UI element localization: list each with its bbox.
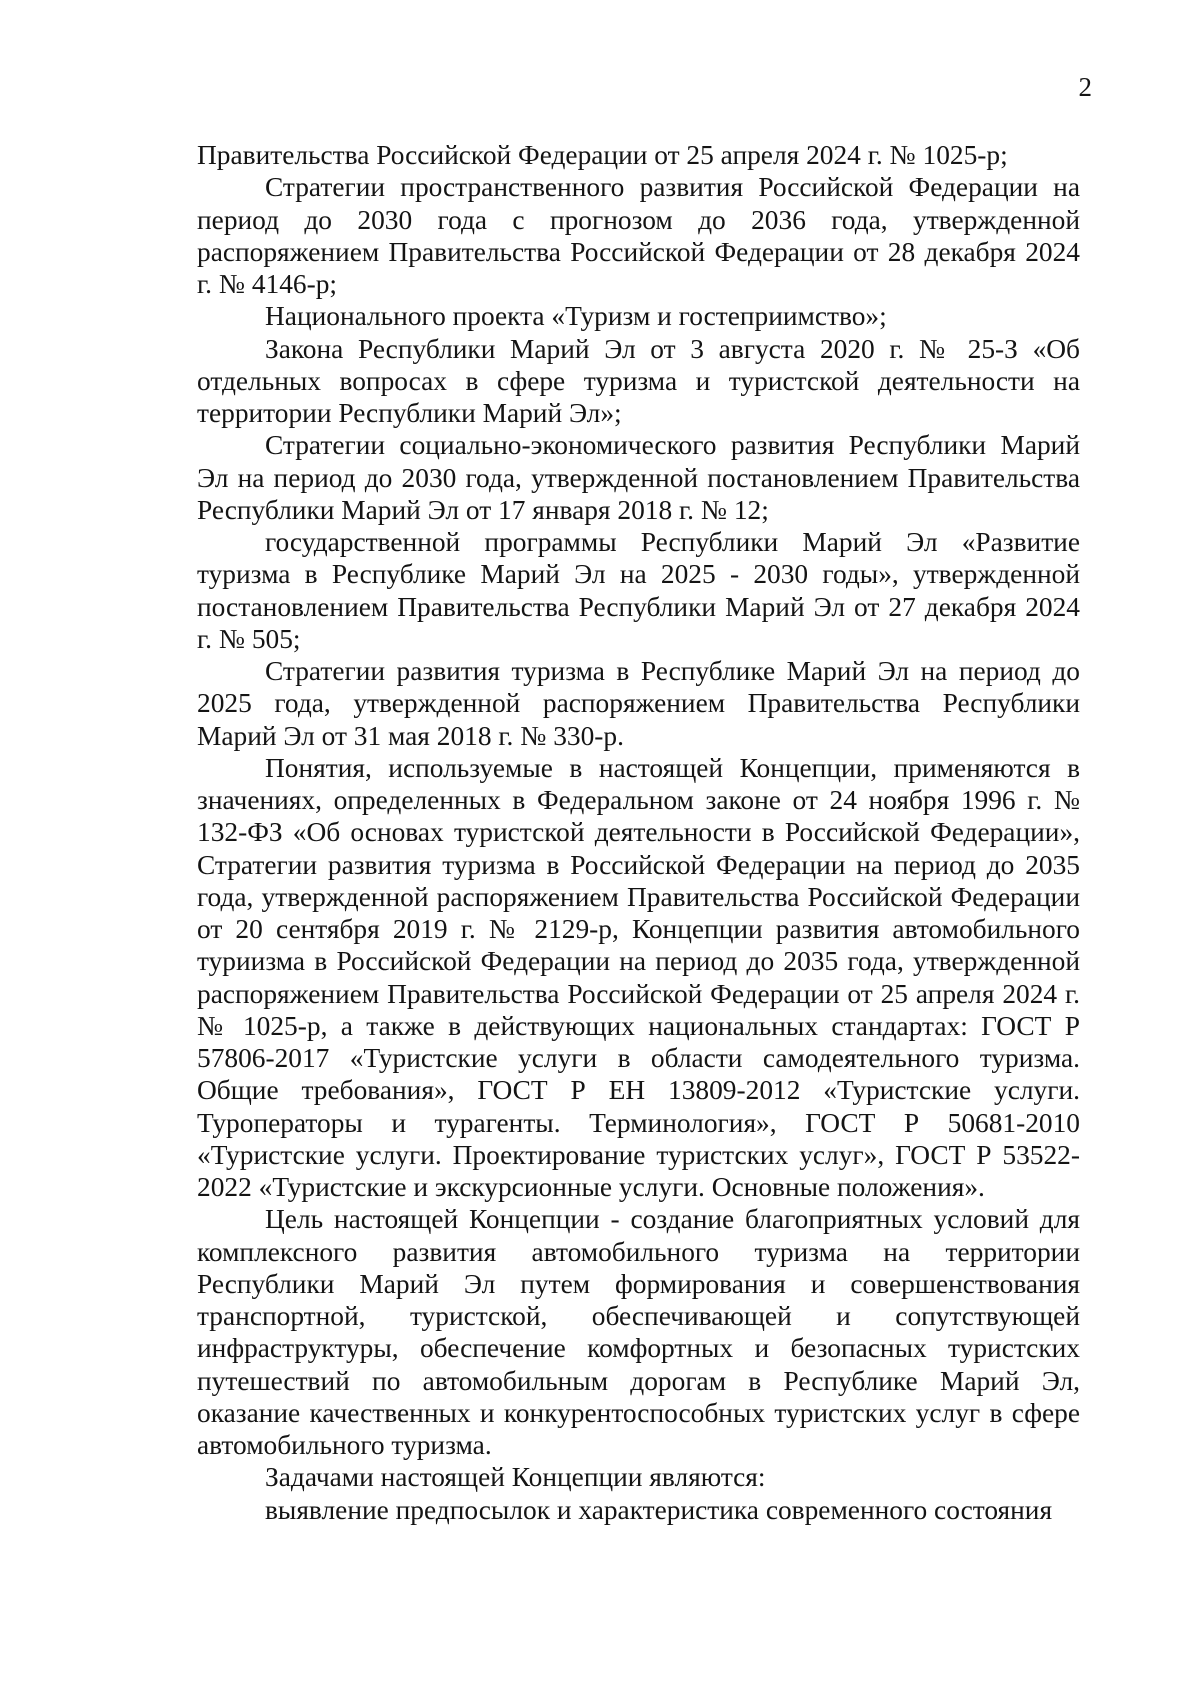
paragraph-tasks-heading: Задачами настоящей Концепции являются:	[265, 1462, 766, 1493]
paragraph-tourism-strategy: Стратегии развития туризма в Республике Марий Эл на период до 2025 года, утвержденной распоряжением Правительства Республики Марий Эл от 31 мая 2018 г. № 330-р.	[197, 656, 1080, 751]
paragraph-definitions: Понятия, используемые в настоящей Концепции, применяются в значениях, определенных в Федеральном законе от 24 ноября 1996 г. № 132-ФЗ «Об основах туристской деятельности в Российской Федерации», Стратегии развития туризма в Российской Федерации на период до 2035 года, утвержденной распоряжением Правительства Российской Федерации от 20 сентября 2019 г. № 2129-р, Концепции развития автомобильного туриизма в Российской Федерации на период до 2035 года, утвержденной распоряжением Правительства Российской Федерации от 25 апреля 2024 г. № 1025-р, а также в действующих национальных стандартах: ГОСТ Р 57806-2017 «Туристские услуги в области самодеятельного туризма. Общие требования», ГОСТ Р ЕН 13809-2012 «Туристские услуги. Туроператоры и турагенты. Терминология», ГОСТ Р 50681-2010 «Туристские услуги. Проектирование туристских услуг», ГОСТ Р 53522-2022 «Туристские и экскурсионные услуги. Основные положения».	[197, 752, 1080, 1202]
document-body	[197, 139, 1080, 1526]
paragraph-state-program: государственной программы Республики Марий Эл «Развитие туризма в Республике Марий Эл на 2025 - 2030 годы», утвержденной постановлением Правительства Республики Марий Эл от 27 декабря 2024 г. № 505;	[197, 527, 1080, 654]
paragraph-task-first: выявление предпосылок и характеристика современного состояния	[265, 1494, 1053, 1525]
paragraph-regional-law: Закона Республики Марий Эл от 3 августа 2020 г. № 25-З «Об отдельных вопросах в сфере туризма и туристской деятельности на территории Республики Марий Эл»;	[197, 333, 1080, 428]
page-number: 2	[1078, 72, 1092, 102]
paragraph-spatial-strategy: Стратегии пространственного развития Российской Федерации на период до 2030 года с прогнозом до 2036 года, утвержденной распоряжением Правительства Российской Федерации от 28 декабря 2024 г. № 4146-р;	[197, 172, 1080, 299]
paragraph-socioeconomic-strategy: Стратегии социально-экономического развития Республики Марий Эл на период до 2030 года, утвержденной постановлением Правительства Республики Марий Эл от 17 января 2018 г. № 12;	[197, 430, 1080, 525]
paragraph-continuation: Правительства Российской Федерации от 25 апреля 2024 г. № 1025-р;	[197, 140, 1008, 170]
paragraph-goal: Цель настоящей Концепции - создание благоприятных условий для комплексного развития автомобильного туризма на территории Республики Марий Эл путем формирования и совершенствования транспортной, туристской, обеспечивающей и сопутствующей инфраструктуры, обеспечение комфортных и безопасных туристских путешествий по автомобильным дорогам в Республике Марий Эл, оказание качественных и конкурентоспособных туристских услуг в сфере автомобильного туризма.	[197, 1204, 1080, 1460]
paragraph-national-project: Национального проекта «Туризм и гостеприимство»;	[265, 301, 887, 332]
